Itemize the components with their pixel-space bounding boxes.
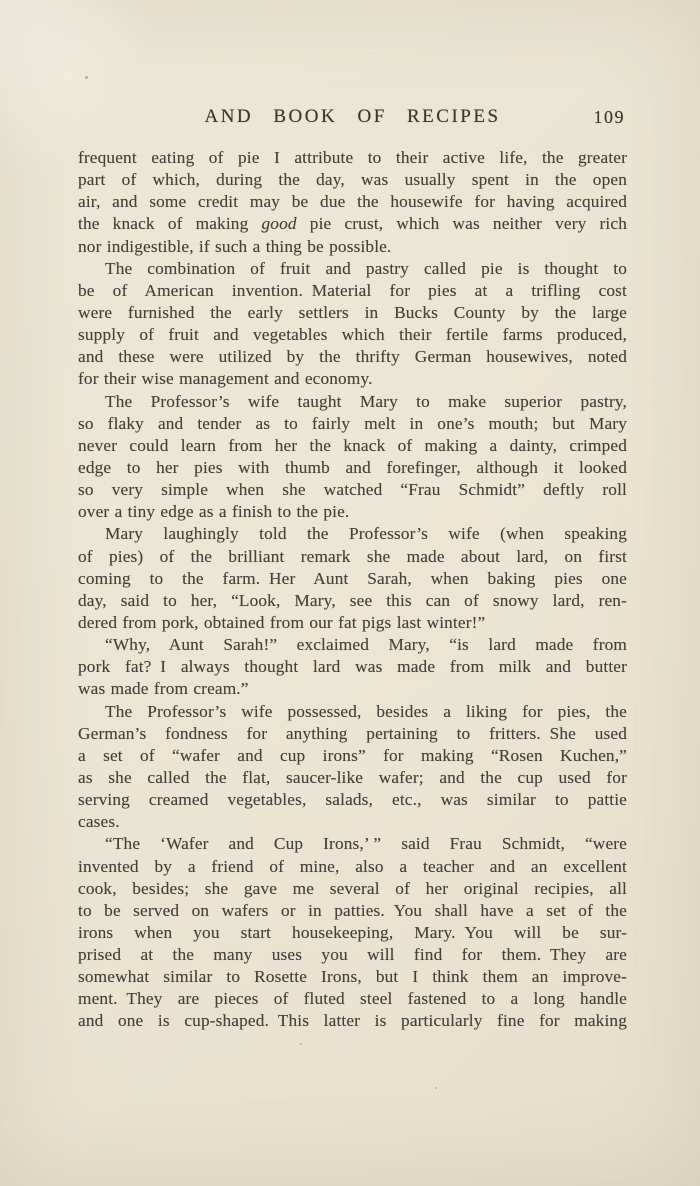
text-segment: prised at the many uses you will find for them. They are bbox=[78, 945, 627, 965]
text-line bbox=[78, 833, 627, 855]
text-line bbox=[78, 856, 627, 878]
running-title: AND BOOK OF RECIPES bbox=[204, 106, 501, 127]
dust-speck bbox=[85, 76, 88, 79]
text-line bbox=[78, 634, 627, 656]
text-line bbox=[78, 811, 627, 833]
text-segment: supply of fruit and vegetables which their fertile farms produced, bbox=[78, 325, 627, 345]
text-segment: was made from cream.” bbox=[78, 679, 249, 699]
text-line bbox=[78, 479, 627, 501]
text-line bbox=[78, 391, 627, 413]
italic-text-segment: good bbox=[261, 214, 297, 234]
text-segment: somewhat similar to Rosette Irons, but I think them an improve- bbox=[78, 967, 627, 987]
text-segment: The Professor’s wife taught Mary to make superior pastry, bbox=[105, 391, 627, 411]
text-line bbox=[78, 413, 627, 435]
text-segment: German’s fondness for anything pertaining to fritters. She used bbox=[78, 723, 627, 743]
text-line bbox=[78, 501, 627, 523]
text-segment: invented by a friend of mine, also a teacher and an excellent bbox=[78, 856, 627, 876]
text-segment: to be served on wafers or in patties. You shall have a set of the bbox=[78, 900, 627, 920]
text-segment: coming to the farm. Her Aunt Sarah, when baking pies one bbox=[78, 568, 627, 588]
text-line bbox=[78, 523, 627, 545]
text-line bbox=[78, 878, 627, 900]
text-line bbox=[78, 612, 627, 634]
text-line bbox=[78, 745, 627, 767]
text-segment: cook, besides; she gave me several of her original recipies, all bbox=[78, 878, 627, 898]
text-line bbox=[78, 546, 627, 568]
text-line bbox=[78, 988, 627, 1010]
text-segment: cases. bbox=[78, 812, 120, 832]
text-segment: ment. They are pieces of fluted steel fastened to a long handle bbox=[78, 989, 627, 1009]
text-line bbox=[78, 966, 627, 988]
dust-speck bbox=[435, 1087, 437, 1089]
text-segment: and one is cup-shaped. This latter is particularly fine for making bbox=[78, 1011, 627, 1031]
text-segment: frequent eating of pie I attribute to their active life, the greater bbox=[78, 148, 627, 167]
text-segment: Mary laughingly told the Professor’s wife (when speaking bbox=[105, 524, 627, 544]
text-segment: edge to her pies with thumb and forefinger, although it looked bbox=[78, 457, 627, 477]
text-line bbox=[78, 1010, 627, 1032]
text-segment: The combination of fruit and pastry called pie is thought to bbox=[105, 258, 627, 278]
text-segment: for their wise management and economy. bbox=[78, 369, 373, 389]
text-line bbox=[78, 236, 627, 258]
text-segment: nor indigestible, if such a thing be possible. bbox=[78, 236, 392, 256]
text-segment: air, and some credit may be due the housewife for having acquired bbox=[78, 192, 627, 212]
dust-speck bbox=[300, 1043, 302, 1045]
text-segment: serving creamed vegetables, salads, etc., was similar to pattie bbox=[78, 790, 627, 810]
text-segment: over a tiny edge as a finish to the pie. bbox=[78, 502, 350, 522]
dust-speck bbox=[257, 783, 259, 785]
text-line bbox=[78, 457, 627, 479]
text-segment: pork fat? I always thought lard was made from milk and butter bbox=[78, 657, 627, 677]
text-segment: part of which, during the day, was usually spent in the open bbox=[78, 170, 627, 190]
text-line bbox=[78, 169, 627, 191]
text-line bbox=[78, 258, 627, 280]
text-line bbox=[78, 147, 627, 169]
text-segment: pie crust, which was neither very rich bbox=[296, 214, 627, 234]
text-segment: so very simple when she watched “Frau Schmidt” deftly roll bbox=[78, 480, 627, 500]
text-line bbox=[78, 590, 627, 612]
text-line bbox=[78, 767, 627, 789]
text-segment: were furnished the early settlers in Bucks County by the large bbox=[78, 302, 627, 322]
text-line bbox=[78, 324, 627, 346]
text-segment: the knack of making bbox=[78, 214, 262, 234]
text-segment: of pies) of the brilliant remark she made about lard, on first bbox=[78, 546, 627, 566]
text-line bbox=[78, 191, 627, 213]
text-line bbox=[78, 701, 627, 723]
text-segment: day, said to her, “Look, Mary, see this can of snowy lard, ren- bbox=[78, 590, 627, 610]
text-line bbox=[78, 435, 627, 457]
text-line bbox=[78, 944, 627, 966]
text-line bbox=[78, 568, 627, 590]
text-line bbox=[78, 346, 627, 368]
text-line bbox=[78, 922, 627, 944]
text-segment: irons when you start housekeeping, Mary. You will be sur- bbox=[78, 922, 627, 942]
text-segment: “Why, Aunt Sarah!” exclaimed Mary, “is lard made from bbox=[105, 635, 627, 655]
text-segment: never could learn from her the knack of making a dainty, crimped bbox=[78, 435, 627, 455]
text-line bbox=[78, 789, 627, 811]
page-number: 109 bbox=[593, 107, 625, 127]
text-segment: so flaky and tender as to fairly melt in one’s mouth; but Mary bbox=[78, 413, 627, 433]
text-segment: a set of “wafer and cup irons” for making “Rosen Kuchen,” bbox=[78, 745, 627, 765]
text-segment: and these were utilized by the thrifty German housewives, noted bbox=[78, 347, 627, 367]
text-line bbox=[78, 656, 627, 678]
text-line bbox=[78, 213, 627, 235]
running-header bbox=[78, 106, 627, 132]
text-segment: The Professor’s wife possessed, besides a liking for pies, the bbox=[105, 701, 627, 721]
text-segment: “The ‘Wafer and Cup Irons,’ ” said Frau Schmidt, “were bbox=[105, 834, 627, 854]
text-line bbox=[78, 368, 627, 390]
text-line bbox=[78, 280, 627, 302]
text-line bbox=[78, 900, 627, 922]
text-line bbox=[78, 723, 627, 745]
text-segment: be of American invention. Material for pies at a trifling cost bbox=[78, 280, 627, 300]
text-line bbox=[78, 678, 627, 700]
text-segment: dered from pork, obtained from our fat pigs last winter!” bbox=[78, 612, 486, 632]
body-text bbox=[78, 147, 627, 1033]
text-line bbox=[78, 302, 627, 324]
text-segment: as she called the flat, saucer-like wafer; and the cup used for bbox=[78, 767, 627, 787]
